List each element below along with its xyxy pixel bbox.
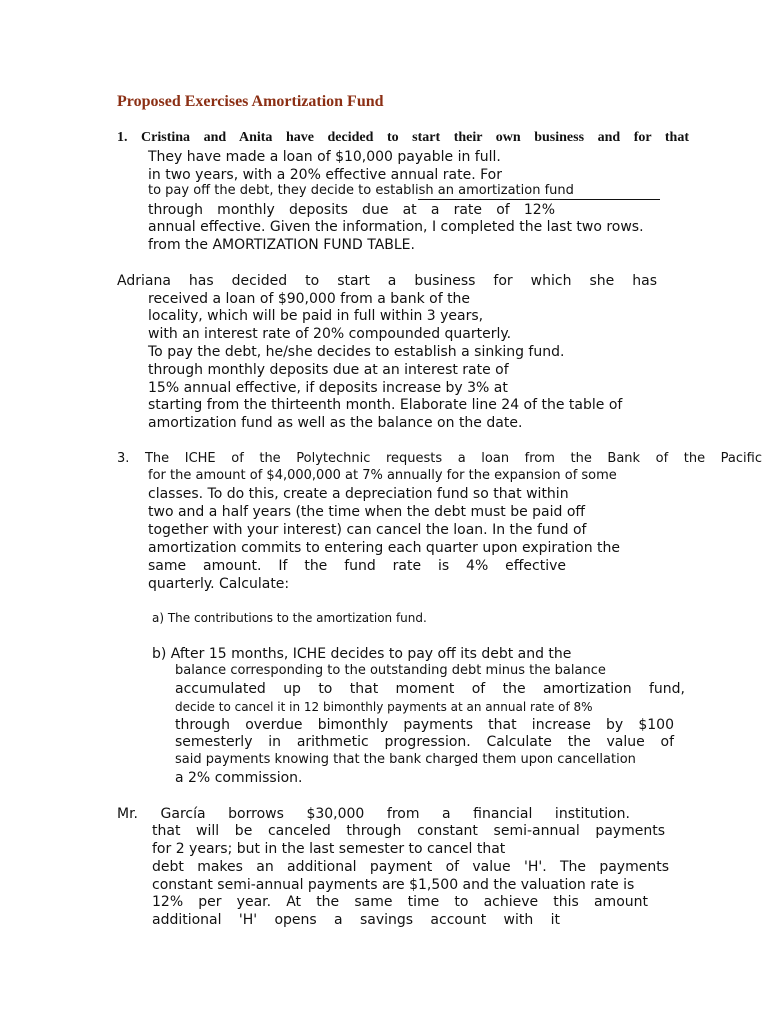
exercise-4-line: for 2 years; but in the last semester to cancel that [152, 841, 506, 857]
exercise-3-line: same amount. If the fund rate is 4% effective [148, 558, 566, 574]
exercise-4-line: 12% per year. At the same time to achieve this amount [152, 894, 648, 910]
exercise-4-line: that will be canceled through constant semi-annual payments [152, 823, 665, 839]
exercise-3-line: together with your interest) can cancel the loan. In the fund of [148, 522, 587, 538]
document-title: Proposed Exercises Amortization Fund [117, 93, 384, 110]
exercise-2-line: received a loan of $90,000 from a bank of the [148, 291, 471, 307]
exercise-2-line: 15% annual effective, if deposits increase by 3% at [148, 380, 508, 396]
exercise-3-part-a: a) The contributions to the amortization fund. [152, 611, 427, 625]
exercise-2-line: Adriana has decided to start a business for which she has [117, 273, 657, 289]
exercise-3-part-b-line: semesterly in arithmetic progression. Calculate the value of [175, 734, 674, 750]
exercise-1-line: annual effective. Given the information, I completed the last two rows. [148, 219, 644, 235]
exercise-3-part-b-line: balance corresponding to the outstanding debt minus the balance [175, 663, 606, 678]
exercise-3-line: for the amount of $4,000,000 at 7% annually for the expansion of some [148, 468, 617, 483]
exercise-3-part-b-line: a 2% commission. [175, 770, 303, 786]
exercise-2-line: locality, which will be paid in full within 3 years, [148, 308, 484, 324]
exercise-1-line: through monthly deposits due at a rate of 12% [148, 202, 555, 218]
exercise-3-line: two and a half years (the time when the debt must be paid off [148, 504, 586, 520]
exercise-2-line: through monthly deposits due at an interest rate of [148, 362, 509, 378]
exercise-1-line: in two years, with a 20% effective annual rate. For [148, 167, 502, 183]
exercise-1-line: 1. Cristina and Anita have decided to start their own business and for that [117, 130, 689, 145]
exercise-1-line: They have made a loan of $10,000 payable in full. [148, 149, 501, 165]
exercise-1-line: to pay off the debt, they decide to establish an amortization fund [148, 183, 574, 198]
exercise-4-line: Mr. García borrows $30,000 from a financial institution. [117, 806, 630, 822]
exercise-3-part-b-line: b) After 15 months, ICHE decides to pay off its debt and the [152, 646, 572, 662]
exercise-3-line: 3. The ICHE of the Polytechnic requests a loan from the Bank of the Pacific [117, 451, 762, 466]
exercise-2-line: amortization fund as well as the balance on the date. [148, 415, 523, 431]
exercise-4-line: debt makes an additional payment of value 'H'. The payments [152, 859, 669, 875]
exercise-3-part-b-line: said payments knowing that the bank charged them upon cancellation [175, 752, 636, 767]
exercise-3-part-b-line: accumulated up to that moment of the amortization fund, [175, 681, 685, 697]
exercise-3-part-b-line: decide to cancel it in 12 bimonthly payments at an annual rate of 8% [175, 700, 593, 714]
exercise-3-line: amortization commits to entering each quarter upon expiration the [148, 540, 620, 556]
exercise-3-line: quarterly. Calculate: [148, 576, 290, 592]
underline-rule [418, 199, 660, 200]
exercise-1-line: from the AMORTIZATION FUND TABLE. [148, 237, 415, 253]
exercise-2-line: with an interest rate of 20% compounded quarterly. [148, 326, 512, 342]
exercise-3-line: classes. To do this, create a depreciation fund so that within [148, 486, 569, 502]
exercise-3-part-b-line: through overdue bimonthly payments that increase by $100 [175, 717, 674, 733]
exercise-2-line: starting from the thirteenth month. Elaborate line 24 of the table of [148, 397, 623, 413]
exercise-2-line: To pay the debt, he/she decides to establish a sinking fund. [148, 344, 565, 360]
exercise-4-line: additional 'H' opens a savings account with it [152, 912, 560, 928]
exercise-4-line: constant semi-annual payments are $1,500 and the valuation rate is [152, 877, 635, 893]
